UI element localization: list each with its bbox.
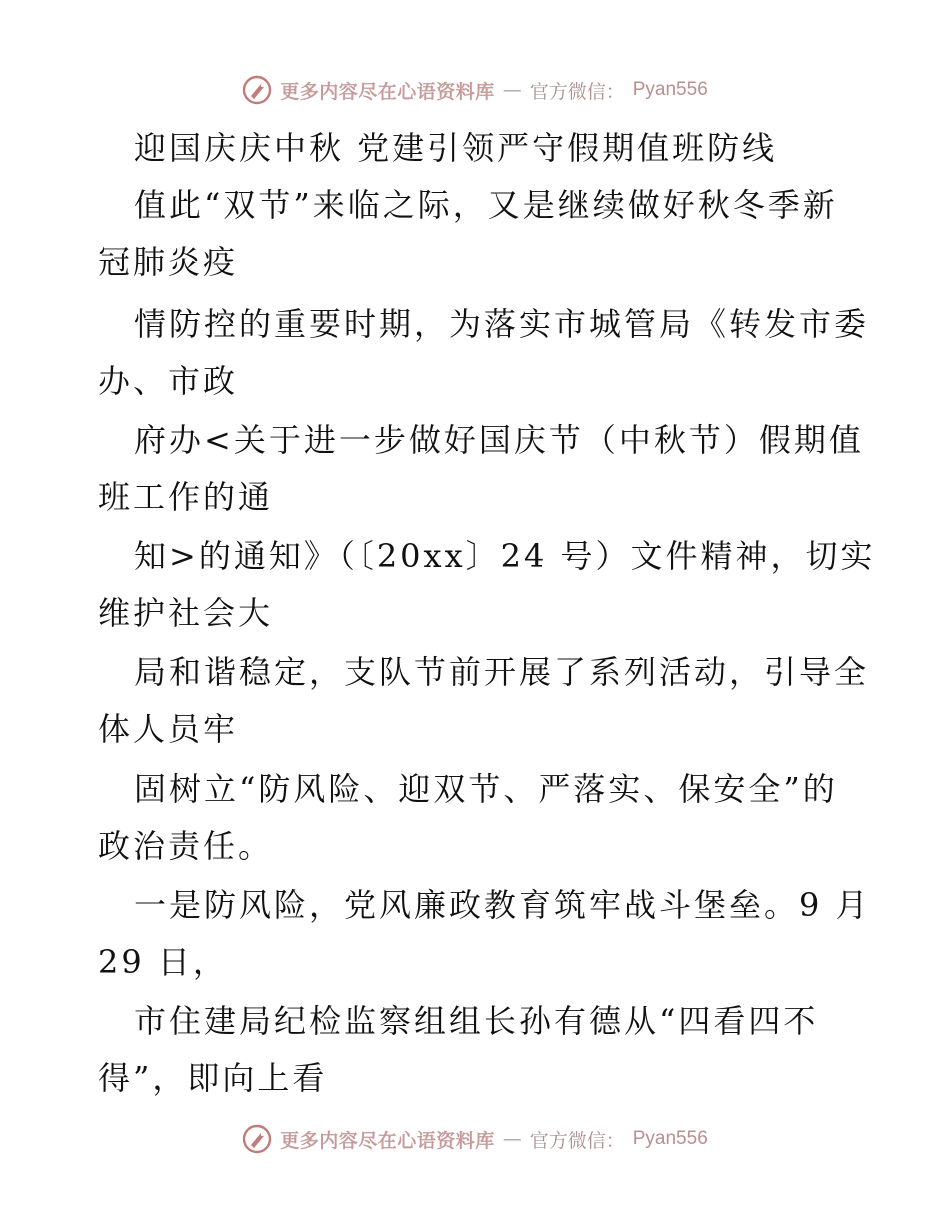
- watermark-wechat-label: 官方微信：: [529, 1129, 625, 1152]
- watermark-wechat-id: Pyan556: [632, 1128, 708, 1149]
- text-line: 局和谐稳定，支队节前开展了系列活动，引导全: [134, 653, 870, 691]
- pen-nib-logo-icon: [242, 1124, 272, 1154]
- watermark-text: 更多内容尽在心语资料库: [280, 1129, 495, 1152]
- text-line: 29 日，: [98, 943, 228, 981]
- pen-nib-logo-icon: [242, 75, 272, 105]
- text-line: 情防控的重要时期，为落实市城管局《转发市委: [134, 305, 870, 343]
- text-line: 一是防风险，党风廉政教育筑牢战斗堡垒。9 月: [134, 886, 871, 924]
- header-watermark: [0, 70, 950, 110]
- text-line: 体人员牢: [98, 710, 239, 748]
- text-line: 冠肺炎疫: [98, 243, 239, 281]
- footer-watermark: [0, 1119, 950, 1159]
- watermark-wechat-id: Pyan556: [632, 79, 708, 100]
- watermark-wechat-label: 官方微信：: [529, 80, 625, 103]
- text-line: 维护社会大: [98, 594, 274, 632]
- text-line: 市住建局纪检监察组组长孙有德从“四看四不: [134, 1002, 819, 1040]
- text-line: 府办<关于进一步做好国庆节（中秋节）假期值: [134, 421, 864, 459]
- document-title: 迎国庆庆中秋 党建引领严守假期值班防线: [134, 129, 778, 167]
- watermark-dash: —: [502, 1128, 522, 1150]
- text-line: 固树立“防风险、迎双节、严落实、保安全”的: [134, 770, 838, 808]
- text-line: 政治责任。: [98, 827, 274, 865]
- text-line: 得”，即向上看: [98, 1059, 328, 1097]
- watermark-text: 更多内容尽在心语资料库: [280, 80, 495, 103]
- text-line: 知>的通知》（〔20xx〕24 号）文件精神，切实: [134, 537, 876, 575]
- text-line: 办、市政: [98, 362, 239, 400]
- watermark-dash: —: [502, 79, 522, 101]
- text-line: 班工作的通: [98, 478, 274, 516]
- text-line: 值此“双节”来临之际，又是继续做好秋冬季新: [134, 186, 838, 224]
